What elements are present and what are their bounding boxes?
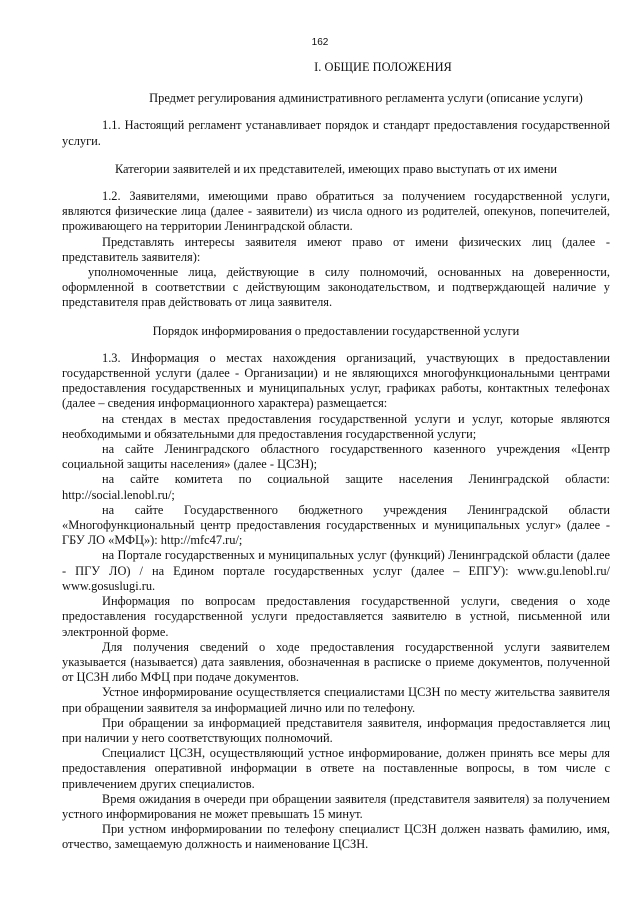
paragraph-progress-info: Для получения сведений о ходе предоставления государственной услуги заявителем указывается (называется) дата заявления, обозначенная в расписке о приеме документов, полученной от ЦСЗН либо МФЦ при подаче документов. <box>62 639 610 685</box>
paragraph-1-3: 1.3. Информация о местах нахождения организаций, участвующих в предоставлении государственной услуги (далее - Организации) и не являющихся многофункциональными центрами предоставления государственных и муниципальных услуг, графиках работы, контактных телефонах (далее – сведения информационного характера) размещается: <box>62 350 610 411</box>
paragraph-portal: на Портале государственных и муниципальных услуг (функций) Ленинградской области (далее - ПГУ ЛО) / на Едином портале государственных услуг (далее – ЕПГУ): www.gu.lenobl.ru/ www.gosuslugi.ru. <box>62 548 610 593</box>
page-number: 162 <box>311 37 329 48</box>
paragraph-phone-info: При устном информировании по телефону специалист ЦСЗН должен назвать фамилию, имя, отчество, замещаемую должность и наименование ЦСЗН. <box>62 822 610 852</box>
paragraph-specialist-duties: Специалист ЦСЗН, осуществляющий устное информирование, должен принять все меры для предоставления оперативной информации в ответе на поставленные вопросы, в том числе с привлечением других специалистов. <box>62 746 610 791</box>
paragraph-cszn-site: на сайте Ленинградского областного государственного казенного учреждения «Центр социальной защиты населения» (далее - ЦСЗН); <box>62 442 610 472</box>
paragraph-mfc-site: на сайте Государственного бюджетного учреждения Ленинградской области «Многофункциональный центр предоставления государственных и муниципальных услуг» (далее - ГБУ ЛО «МФЦ»): http://mfc47.ru/; <box>62 502 610 548</box>
subheading-applicants: Категории заявителей и их представителей, имеющих право выступать от их имени <box>114 161 558 176</box>
document-body <box>62 60 610 853</box>
paragraph-representatives: Представлять интересы заявителя имеют право от имени физических лиц (далее - представитель заявителя): <box>62 234 610 264</box>
section-title: I. ОБЩИЕ ПОЛОЖЕНИЯ <box>314 60 452 74</box>
paragraph-waiting-time: Время ожидания в очереди при обращении заявителя (представителя заявителя) за получением устного информирования не может превышать 15 минут. <box>62 791 610 821</box>
paragraph-information-forms: Информация по вопросам предоставления государственной услуги, сведения о ходе предоставления государственной услуги предоставляется заявителю в устной, письменной или электронной форме. <box>62 594 610 639</box>
paragraph-representative-request: При обращении за информацией представителя заявителя, информация предоставляется лиц при наличии у него соответствующих полномочий. <box>62 715 610 745</box>
subheading-informing: Порядок информирования о предоставлении государственной услуги <box>152 323 520 338</box>
paragraph-stands: на стендах в местах предоставления государственной услуги и услуг, которые являются необходимыми и обязательными для предоставления государственной услуги; <box>62 411 610 441</box>
paragraph-committee-site: на сайте комитета по социальной защите населения Ленинградской области: http://social.lenobl.ru/; <box>62 472 610 502</box>
paragraph-oral-info: Устное информирование осуществляется специалистами ЦСЗН по месту жительства заявителя при обращении заявителя за информацией лично или по телефону. <box>62 685 610 715</box>
subheading-subject: Предмет регулирования административного регламента услуги (описание услуги) <box>149 91 583 106</box>
paragraph-1-2: 1.2. Заявителями, имеющими право обратиться за получением государственной услуги, являются физические лица (далее - заявители) из числа одного из родителей, опекунов, попечителей, проживающего на территории Ленинградской области. <box>62 189 610 234</box>
paragraph-authorized-persons: уполномоченные лица, действующие в силу полномочий, основанных на доверенности, оформленной в соответствии с действующим законодательством, и подтверждающей наличие у представителя прав действовать от лица заявителя. <box>62 265 610 310</box>
paragraph-1-1: 1.1. Настоящий регламент устанавливает порядок и стандарт предоставления государственной услуги. <box>62 118 610 148</box>
